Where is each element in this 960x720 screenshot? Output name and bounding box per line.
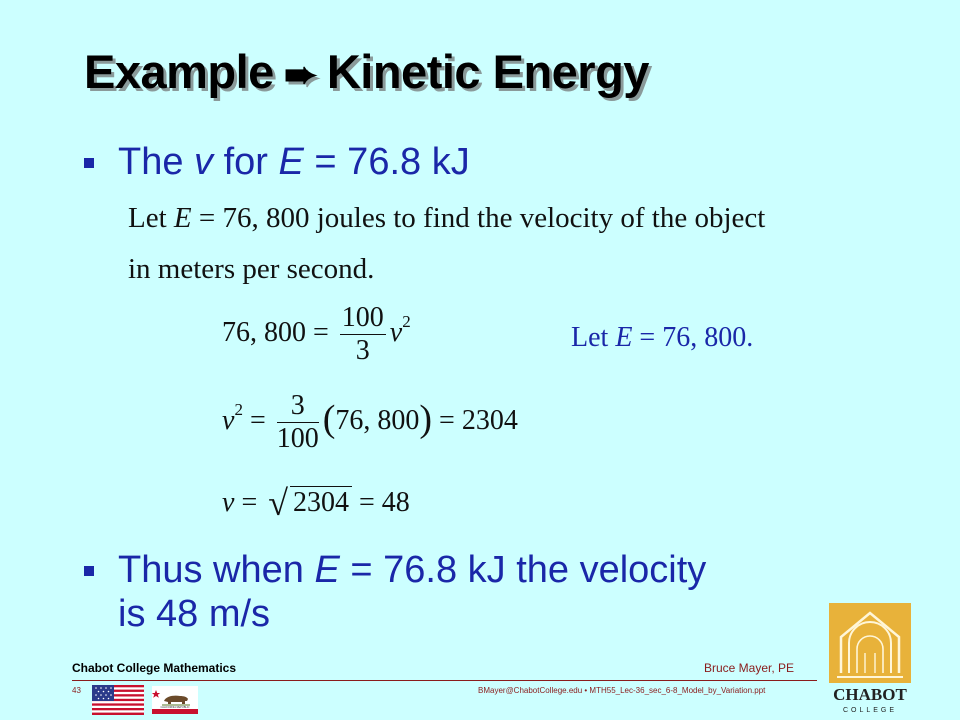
intro-pre: Let [128,202,174,234]
equation-3 [222,482,410,524]
bullet-2-line-2: is 48 m/s [118,593,271,635]
eq2-denominator: 100 [276,423,319,454]
eq2-rhs: = 2304 [432,404,518,436]
note-var: E [615,322,633,353]
bullet-2-pre: Thus when [118,549,315,591]
bullet-2 [118,548,706,636]
bullet-2-var: E [314,549,340,591]
footer-left-text: Chabot College Mathematics [72,661,237,675]
footer-email: BMayer@ChabotCollege.edu • MTH55_Lec-36_sec_6-8_Model_by_Variation.ppt [478,686,766,695]
note-post: = 76, 800. [632,322,754,353]
intro-line-1 [128,202,765,235]
radical-sign-icon: √ [268,483,288,523]
intro-line-2: in meters per second. [128,253,375,285]
bullet-1 [118,140,470,184]
bullet-1-post: = 76.8 kJ [303,141,470,183]
right-arrow-icon: ➨ [283,53,317,97]
note-pre: Let [571,322,616,353]
intro-var: E [173,202,192,234]
eq3-radicand: 2304 [290,486,352,519]
svg-text:CALIFORNIA REPUBLIC: CALIFORNIA REPUBLIC [160,706,190,709]
eq2-exponent: 2 [234,399,243,419]
eq1-exponent: 2 [402,311,411,331]
equation-1 [222,302,411,367]
svg-text:COLLEGE: COLLEGE [842,707,898,714]
chabot-college-logo [829,603,911,715]
eq2-fraction [277,390,319,455]
equation-2 [222,390,518,455]
bullet-square-icon [84,566,94,576]
eq2-paren-close: ) [419,397,433,440]
eq3-equals: = [234,487,265,518]
eq2-inner: 76, 800 [335,404,420,436]
slide-title [84,44,649,99]
footer-author: Bruce Mayer, PE [704,661,795,675]
eq1-denominator: 3 [355,335,370,366]
bullet-square-icon [84,158,94,168]
bullet-1-var-v: v [194,141,214,183]
eq1-fraction [340,302,386,367]
footer-divider [72,680,817,681]
eq1-lhs: 76, 800 = [222,316,329,348]
eq1-var: v [389,316,403,348]
eq2-equals: = [242,404,266,436]
bullet-1-pre: The [118,141,195,183]
eq2-paren-open: ( [322,397,336,440]
title-left: Example [84,45,274,98]
eq2-var: v [222,404,235,436]
title-right: Kinetic Energy [326,45,649,98]
eq3-var: v [222,487,235,518]
eq2-numerator: 3 [277,390,319,423]
bullet-1-var-e: E [278,141,304,183]
intro-post: = 76, 800 joules to find the velocity of the object [191,202,766,234]
us-flag-icon [92,685,144,715]
bullet-2-post: = 76.8 kJ the velocity [339,549,707,591]
note-let-e [571,322,753,354]
eq3-rhs: = 48 [352,487,410,518]
svg-text:CHABOT: CHABOT [833,685,907,704]
eq1-numerator: 100 [341,302,384,333]
page-number: 43 [72,686,81,695]
california-flag-icon [152,686,198,714]
bullet-1-mid: for [213,141,279,183]
